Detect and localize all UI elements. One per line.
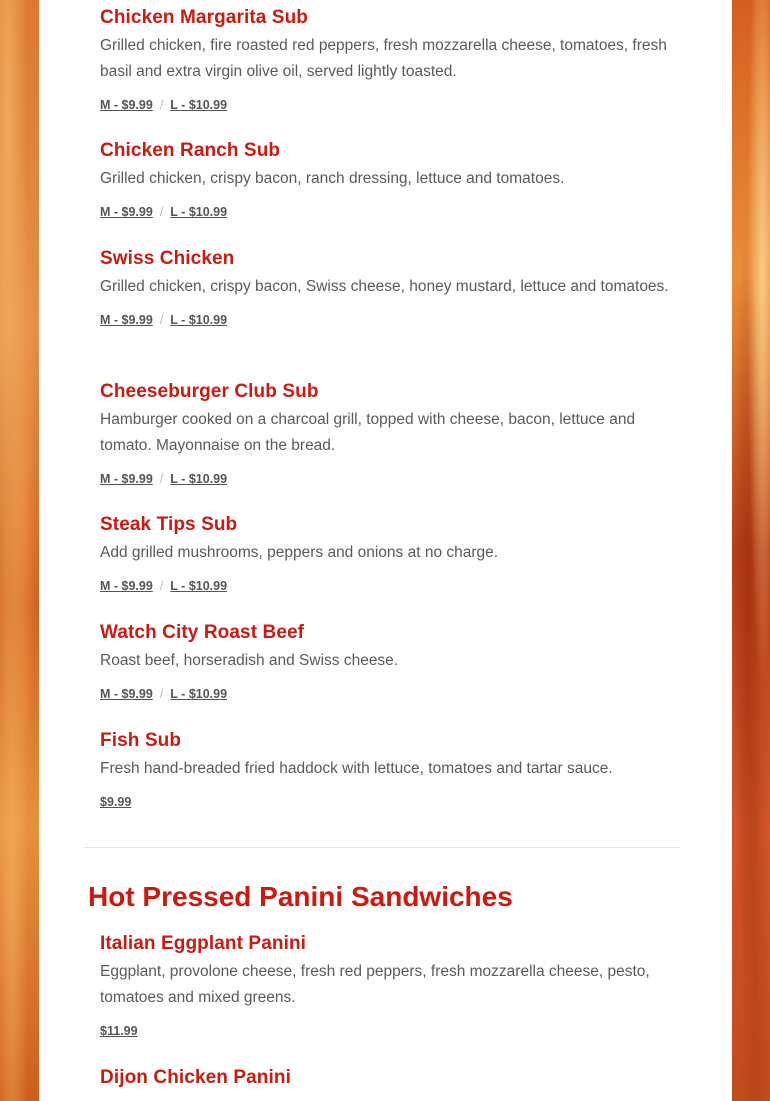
price-medium-link[interactable]: M - $9.99 xyxy=(100,313,153,327)
price-link[interactable]: $11.99 xyxy=(100,1024,138,1038)
price-row xyxy=(100,686,685,702)
section-title-panini: Hot Pressed Panini Sandwiches xyxy=(88,881,513,912)
item-description: Grilled chicken, crispy bacon, ranch dressing, lettuce and tomatoes. xyxy=(100,170,565,187)
background-right xyxy=(732,0,770,1101)
menu-item-fish-sub xyxy=(100,730,685,810)
item-description: Hamburger cooked on a charcoal grill, topped with cheese, bacon, lettuce and tomato. Mayonnaise on the bread. xyxy=(100,411,636,454)
price-row xyxy=(100,1023,685,1039)
section-divider xyxy=(84,847,680,848)
price-large-link[interactable]: L - $10.99 xyxy=(170,205,228,219)
price-large-link[interactable]: L - $10.99 xyxy=(170,313,228,327)
menu-item-dijon-chicken-panini xyxy=(100,1067,685,1089)
background-left xyxy=(0,0,39,1101)
menu-item-italian-eggplant-panini xyxy=(100,933,685,1039)
item-title: Chicken Ranch Sub xyxy=(100,140,281,161)
item-description: Eggplant, provolone cheese, fresh red peppers, fresh mozzarella cheese, pesto, tomatoes and mixed greens. xyxy=(100,963,650,1006)
menu-item-steak-tips-sub xyxy=(100,514,685,594)
price-separator: / xyxy=(159,687,164,701)
price-medium-link[interactable]: M - $9.99 xyxy=(100,579,153,593)
menu-item-cheeseburger-club-sub xyxy=(100,381,685,487)
price-large-link[interactable]: L - $10.99 xyxy=(170,472,228,486)
price-large-link[interactable]: L - $10.99 xyxy=(170,98,228,112)
price-separator: / xyxy=(159,98,164,112)
price-link[interactable]: $9.99 xyxy=(100,795,132,809)
item-description: Fresh hand-breaded fried haddock with lettuce, tomatoes and tartar sauce. xyxy=(100,760,613,777)
item-title: Steak Tips Sub xyxy=(100,514,238,535)
price-large-link[interactable]: L - $10.99 xyxy=(170,687,228,701)
price-medium-link[interactable]: M - $9.99 xyxy=(100,472,153,486)
item-title: Cheeseburger Club Sub xyxy=(100,381,319,402)
menu-item-watch-city-roast-beef xyxy=(100,622,685,702)
item-description: Grilled chicken, crispy bacon, Swiss cheese, honey mustard, lettuce and tomatoes. xyxy=(100,278,669,295)
price-separator: / xyxy=(159,472,164,486)
item-description: Grilled chicken, fire roasted red peppers, fresh mozzarella cheese, tomatoes, fresh basil and extra virgin olive oil, served lightly toasted. xyxy=(100,37,667,80)
item-title: Watch City Roast Beef xyxy=(100,622,305,643)
menu-item-swiss-chicken xyxy=(100,248,685,328)
price-row xyxy=(100,471,685,487)
price-separator: / xyxy=(159,579,164,593)
price-row xyxy=(100,578,685,594)
price-medium-link[interactable]: M - $9.99 xyxy=(100,205,153,219)
item-title: Italian Eggplant Panini xyxy=(100,933,307,954)
price-row xyxy=(100,312,685,328)
price-row xyxy=(100,794,685,810)
menu-item-chicken-margarita-sub xyxy=(100,7,685,113)
item-description: Add grilled mushrooms, peppers and onions at no charge. xyxy=(100,544,499,561)
price-separator: / xyxy=(159,313,164,327)
price-medium-link[interactable]: M - $9.99 xyxy=(100,98,153,112)
item-description: Roast beef, horseradish and Swiss cheese. xyxy=(100,652,399,669)
price-row xyxy=(100,97,685,113)
menu-item-chicken-ranch-sub xyxy=(100,140,685,220)
item-title: Swiss Chicken xyxy=(100,248,235,269)
price-medium-link[interactable]: M - $9.99 xyxy=(100,687,153,701)
item-title: Chicken Margarita Sub xyxy=(100,7,308,28)
price-large-link[interactable]: L - $10.99 xyxy=(170,579,228,593)
price-separator: / xyxy=(159,205,164,219)
price-row xyxy=(100,204,685,220)
item-title: Fish Sub xyxy=(100,730,182,751)
item-title: Dijon Chicken Panini xyxy=(100,1067,291,1088)
